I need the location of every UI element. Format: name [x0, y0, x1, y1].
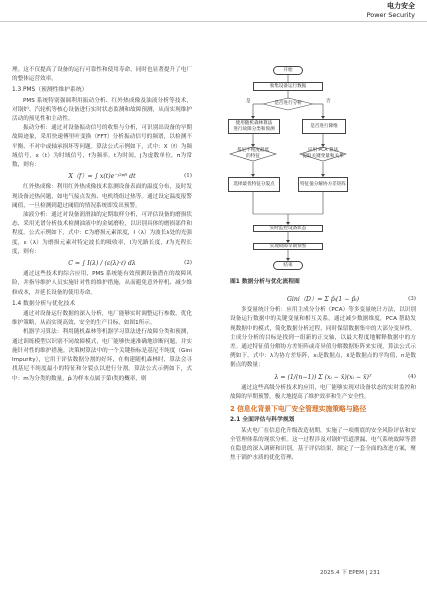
left-column — [12, 66, 192, 384]
node-best: 选择最优特征分裂点 — [228, 177, 280, 192]
paragraph: 机器学习算法：利用随机森林等机器学习算法进行故障分类和预测，通过训练模型以识别不同故障模式，电厂能够快速准确地诊断问题，并实施针对性的维护措施。决策树算法中的一个关键指标是基尼不纯度（Gini Impurity），它用于评估数据分割的好坏，在构建随机森林时，算法会寻找基尼不纯度最小的特征和分裂点以进行分割。算法公式示例如下，式中：m为分类的数量，p̂ᵢ为样本点属于第i类的概率，则 — [12, 329, 192, 382]
formula-text: Gini（D）= Σ p̂ᵢ(1 − p̂ᵢ) — [286, 296, 359, 303]
formula-number: (2) — [184, 260, 192, 267]
label-no: 否 — [326, 99, 331, 104]
paragraph: 红外热成像：利用红外热成像技术监测设备表面的温度分布，及时发现设备过热问题，如电气接点发热、电机绕组过热等。通过设定温度报警阈值，一旦检测到超过阈值的情况系统即发出预警。 — [12, 184, 192, 209]
formula-3 — [230, 295, 416, 304]
formula-number: (1) — [184, 173, 192, 180]
node-monitor: 实时监控设备状态 — [253, 225, 323, 232]
node-split: 是否进行分析 — [274, 101, 302, 107]
formula-2 — [12, 259, 192, 268]
node-eig: 特征值分解协方差矩阵 — [298, 177, 348, 192]
node-rf: 使用随机森林算法 进行故障分类和预测 — [228, 119, 280, 134]
formula-text: C = ∫ I(λ) / (ε(λ)·ℓ) dλ — [68, 260, 136, 268]
figure-caption: 图1 数据分析与优化流程图 — [230, 279, 300, 285]
formula-text: λ = (1/(n−1)) Σ (xᵢ − x̄)(xᵢ − x̄)ᵀ — [274, 373, 372, 381]
paragraph: 多变量统计分析：应用主成分分析（PCA）等多变量统计方法，以识别设备运行数据中的关键变量和相互关系。通过减少数据维度，PCA 帮助发现数据中的模式，简化数据分析过程，同时保留数据集中的大部分变异性。主成分分析的目标是找到一组新的正交轴，以最大程度地解释数据中的方差。通过特征值分解协方差矩阵或奇异值分解数据矩阵来实现，算法公式示例如下，式中：λ为协方差矩阵，xᵢ是数据点，x̄是数据点的平均值，n是数据点的数量： — [230, 307, 416, 369]
label-yes: 是 — [246, 99, 251, 104]
node-realize: 实现故障早期预警 — [253, 243, 323, 250]
paragraph: 某火电厂在信息化升级改造初期，实施了一项彻底的安全风险评估和安全管理体系的现状分析。这一过程涉及对锅炉管道泄漏、电气系统故障等潜在隐患的深入调研和识别，基于评估结果，制定了一套全面的改进方案，聚焦于锅炉水质的优化管理、 — [230, 427, 416, 462]
paragraph: 理。这不仅提高了设备的运行可靠性和使用寿命，同时也显著提升了电厂的整体运营效率。 — [12, 67, 192, 83]
flowchart — [228, 64, 348, 274]
journal-logo — [367, 2, 415, 19]
paragraph: 通过对设备运行数据的深入分析，电厂能够实时调整运行参数，优化维护策略，从而实现高效、安全的生产目标，如图1所示。 — [12, 311, 192, 327]
node-collect: 收集设备运行数据 — [253, 82, 323, 91]
node-gini: 基尼不纯度最低 的特征 — [236, 148, 270, 159]
formula-number: (4) — [408, 373, 416, 380]
node-end: 结束 — [273, 261, 303, 270]
brand-cn: 电力安全 — [387, 2, 415, 10]
formula-1 — [12, 172, 192, 181]
paragraph: 振动分析：通过对设备振动信号的收集与分析，可识别出设备的早期故障迹象，采用快速傅里叶变换（FFT）分析振动信号的频谱，以检测不平衡、不对中或轴承损坏等问题。算法公式示例如下，式中：X（f）为频域信号，x（t）为时域信号，f为频率，t为时间，j为虚数单位，π为常数，则有： — [12, 125, 192, 169]
page-footer: 2025.4 下 EPEM | 231 — [320, 570, 381, 576]
node-start: 开始 — [273, 66, 303, 75]
paragraph: 通过这些技术的综合应用，PMS 系统能有效预测设备潜在的故障风险，并指导维护人员实施针对性的维护措施，从而避免意外停机、减少维修成本，并延长设备的使用寿命。 — [12, 271, 192, 296]
paragraph: 通过这些高级分析技术的应用，电厂能够实现对设备状态的实时监控和故障的早期预警，极大地提高了维护效率和生产安全性。 — [230, 384, 416, 401]
node-pca2: 应用 PCA 算法 提取关键变量和关系 — [302, 148, 344, 159]
formula-4 — [230, 373, 416, 382]
paragraph: 油液分析：通过对设备润滑油的定期取样分析，可评估设备的磨损状态，采用光谱分析技术检测油液中的金属磨粒，以识别具体的磨损部件和程度。公式示例如下，式中：C为磨损元素浓度，I（λ）为波长λ处的光强度，ε（λ）为磨损元素对特定波长的吸收率，l为光路长度，ℓ为光程长度，则有： — [12, 212, 192, 255]
brand-en: Power Security — [366, 11, 415, 19]
subsection-heading: 2.1 全面评估与科学规划 — [230, 417, 295, 424]
right-column — [230, 293, 416, 463]
formula-text: X（f）= ∫ x(t)e⁻ʲ²ᵖᶠᵗ dt — [68, 173, 136, 181]
section-heading-2: 2 信息化背景下电厂安全管理实施策略与路径 — [230, 405, 367, 414]
formula-number: (3) — [408, 296, 416, 302]
paragraph: PMS 系统特别强调利用振动分析、红外热成像及油液分析等技术，对锅炉、汽轮机等核心设备进行实时状态监测和故障预测，从而实现维护活动的预见性和主动性。 — [12, 97, 192, 123]
header-rule — [0, 21, 427, 22]
section-heading: 1.3 PMS（预测性维护系统） — [12, 87, 88, 94]
section-heading: 1.4 数据分析与优化技术 — [12, 300, 76, 307]
node-pca: 是否进行降维 — [302, 119, 346, 134]
